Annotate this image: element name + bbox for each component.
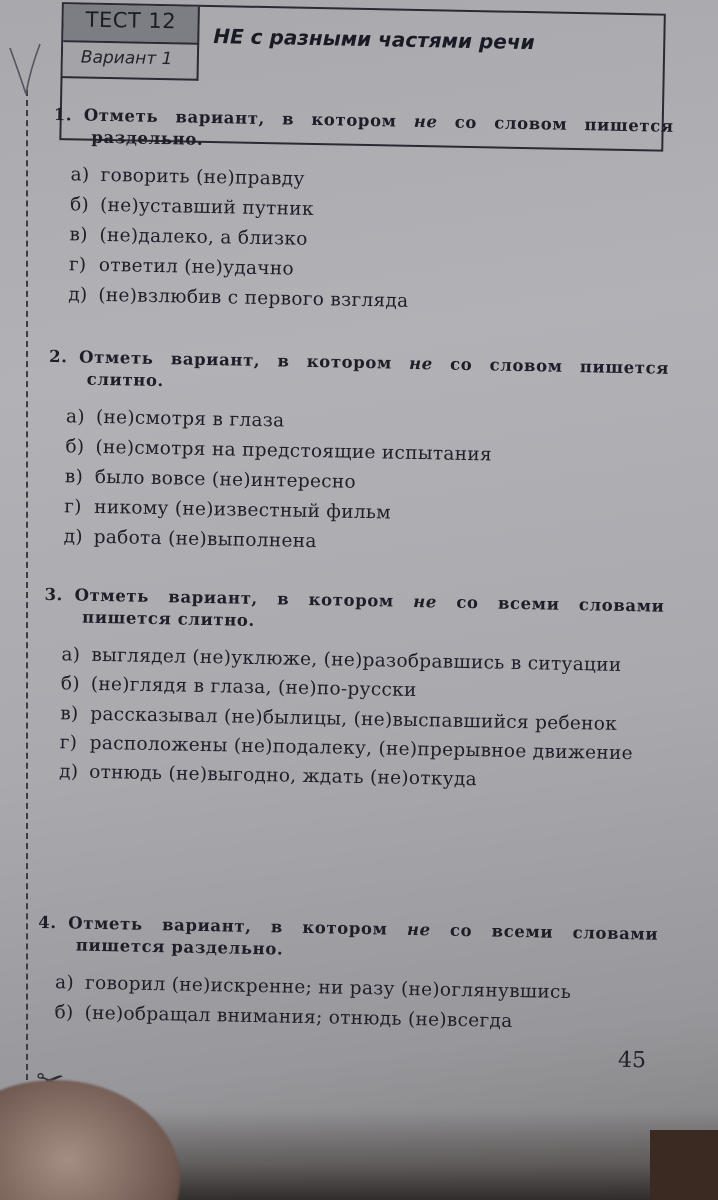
test-number-cell (63, 4, 200, 43)
topic-title: НЕ с разными частями речи (213, 24, 535, 55)
option-item[interactable]: д) (не)взлюбив с первого взгляда (68, 284, 409, 312)
option-item[interactable]: а) говорить (не)правду (70, 164, 305, 190)
question-2 (45, 346, 669, 564)
test-content (38, 0, 696, 1032)
options-list (36, 968, 657, 1040)
question-1 (50, 104, 674, 322)
option-item[interactable]: в) было вовсе (не)интересно (64, 466, 357, 493)
option-item[interactable]: г) расположены (не)подалеку, (не)прерывное движение (59, 732, 634, 765)
variant-cell (63, 40, 200, 81)
option-item[interactable]: а) выглядел (не)уклюже, (не)разобравшись в ситуации (61, 644, 622, 676)
option-item[interactable]: а) говорил (не)искренне; ни разу (не)оглянувшись (54, 972, 572, 1004)
option-item[interactable]: б) (не)обращал внимания; отнюдь (не)всегда (54, 1002, 513, 1032)
variant-label: Вариант 1 (80, 47, 173, 70)
test-label: ТЕСТ 12 (85, 7, 177, 34)
option-item[interactable]: б) (не)смотря на предстоящие испытания (65, 436, 493, 466)
cut-line (26, 90, 28, 1080)
options-list (45, 402, 668, 564)
pencil-checkmark-icon (8, 40, 42, 98)
option-item[interactable]: б) (не)уставший путник (69, 194, 314, 220)
option-item[interactable]: д) отнюдь (не)выгодно, ждать (не)откуда (58, 761, 478, 791)
option-item[interactable]: в) рассказывал (не)былицы, (не)выспавшийся ребенок (60, 703, 618, 735)
question-text: 1. Отметь вариант, в котором не со словом пишется раздельно. (53, 104, 674, 149)
question-4 (36, 912, 658, 1040)
option-item[interactable]: г) никому (не)известный фильм (64, 496, 392, 524)
question-text: 2. Отметь вариант, в котором не со словом пишется слитно. (48, 346, 670, 391)
question-3 (41, 584, 665, 799)
question-text: 4. Отметь вариант, в котором не со всеми словами пишется раздельно. (38, 912, 659, 959)
page-number: 45 (617, 1047, 647, 1074)
option-item[interactable]: в) (не)далеко, а близко (69, 224, 308, 250)
option-item[interactable]: д) работа (не)выполнена (63, 526, 317, 553)
options-list (41, 640, 664, 799)
thumb (0, 1080, 180, 1200)
option-item[interactable]: г) ответил (не)удачно (68, 254, 295, 280)
option-item[interactable]: б) (не)глядя в глаза, (не)по-русски (60, 673, 417, 702)
background-surface (650, 1130, 718, 1200)
question-text: 3. Отметь вариант, в котором не со всеми словами пишется слитно. (44, 584, 665, 630)
option-item[interactable]: а) (не)смотря в глаза (65, 406, 285, 432)
options-list (50, 160, 673, 322)
